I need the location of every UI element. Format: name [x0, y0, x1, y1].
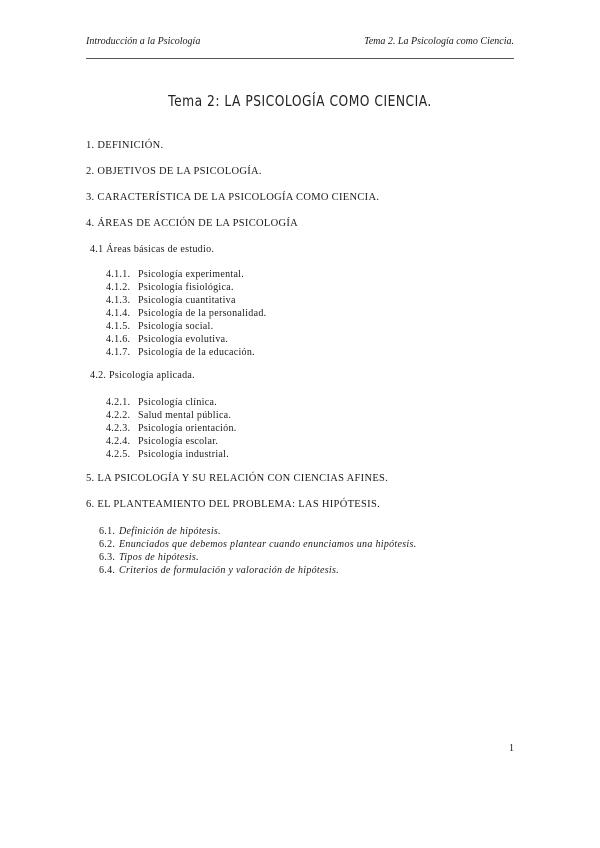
subsection-4-2-list [106, 396, 237, 461]
list-item [99, 564, 417, 577]
item-text: Criterios de formulación y valoración de hipótesis. [119, 565, 340, 576]
item-text: Psicología fisiológica. [138, 282, 234, 293]
item-number: 6.1. [99, 526, 116, 537]
section-6: 6. EL PLANTEAMIENTO DEL PROBLEMA: LAS HIPÓTESIS. [86, 499, 381, 510]
list-item [106, 320, 266, 333]
item-number: 6.2. [99, 539, 116, 550]
section-4: 4. ÁREAS DE ACCIÓN DE LA PSICOLOGÍA [86, 218, 299, 229]
page-header [86, 36, 514, 56]
subsection-4-2-heading: 4.2. Psicología aplicada. [90, 370, 195, 381]
header-course-title: Introducción a la Psicología [86, 36, 201, 47]
item-number: 4.1.5. [106, 321, 131, 332]
item-number: 6.4. [99, 565, 116, 576]
item-number: 4.2.5. [106, 449, 131, 460]
list-item [106, 307, 266, 320]
item-number: 4.1.4. [106, 308, 131, 319]
list-item [106, 448, 237, 461]
list-item [106, 268, 266, 281]
item-text: Psicología escolar. [138, 436, 219, 447]
section-5: 5. LA PSICOLOGÍA Y SU RELACIÓN CON CIENCIAS AFINES. [86, 473, 389, 484]
subsection-4-1-heading: 4.1 Áreas básicas de estudio. [90, 244, 215, 255]
subsection-4-1-list [106, 268, 266, 359]
list-item [106, 281, 266, 294]
section-1: 1. DEFINICIÓN. [86, 140, 164, 151]
item-number: 4.2.1. [106, 397, 131, 408]
item-text: Psicología cuantitativa [138, 295, 236, 306]
item-text: Psicología experimental. [138, 269, 245, 280]
item-text: Psicología orientación. [138, 423, 237, 434]
list-item [106, 346, 266, 359]
item-number: 4.2.2. [106, 410, 131, 421]
item-number: 4.1.2. [106, 282, 131, 293]
item-number: 4.1.7. [106, 347, 131, 358]
list-item [106, 409, 237, 422]
header-chapter-title: Tema 2. La Psicología como Ciencia. [364, 36, 514, 47]
section-3: 3. CARACTERÍSTICA DE LA PSICOLOGÍA COMO CIENCIA. [86, 192, 380, 203]
item-text: Salud mental pública. [138, 410, 232, 421]
list-item [99, 525, 417, 538]
section-2: 2. OBJETIVOS DE LA PSICOLOGÍA. [86, 166, 262, 177]
item-text: Enunciados que debemos plantear cuando enunciamos una hipótesis. [119, 539, 417, 550]
list-item [106, 294, 266, 307]
item-text: Psicología de la personalidad. [138, 308, 267, 319]
item-number: 4.2.4. [106, 436, 131, 447]
item-text: Psicología clínica. [138, 397, 218, 408]
item-number: 4.1.3. [106, 295, 131, 306]
item-number: 4.1.1. [106, 269, 131, 280]
list-item [106, 435, 237, 448]
document-title: Tema 2: LA PSICOLOGÍA COMO CIENCIA. [168, 92, 432, 110]
list-item [99, 551, 417, 564]
page-number: 1 [509, 743, 514, 754]
list-item [106, 422, 237, 435]
item-text: Psicología social. [138, 321, 214, 332]
item-text: Psicología de la educación. [138, 347, 255, 358]
item-number: 4.1.6. [106, 334, 131, 345]
item-number: 4.2.3. [106, 423, 131, 434]
item-text: Definición de hipótesis. [119, 526, 221, 537]
list-item [106, 333, 266, 346]
header-divider [86, 58, 514, 59]
item-number: 6.3. [99, 552, 116, 563]
item-text: Psicología industrial. [138, 449, 230, 460]
subsection-6-list [99, 525, 417, 577]
list-item [99, 538, 417, 551]
item-text: Psicología evolutiva. [138, 334, 229, 345]
item-text: Tipos de hipótesis. [119, 552, 199, 563]
list-item [106, 396, 237, 409]
